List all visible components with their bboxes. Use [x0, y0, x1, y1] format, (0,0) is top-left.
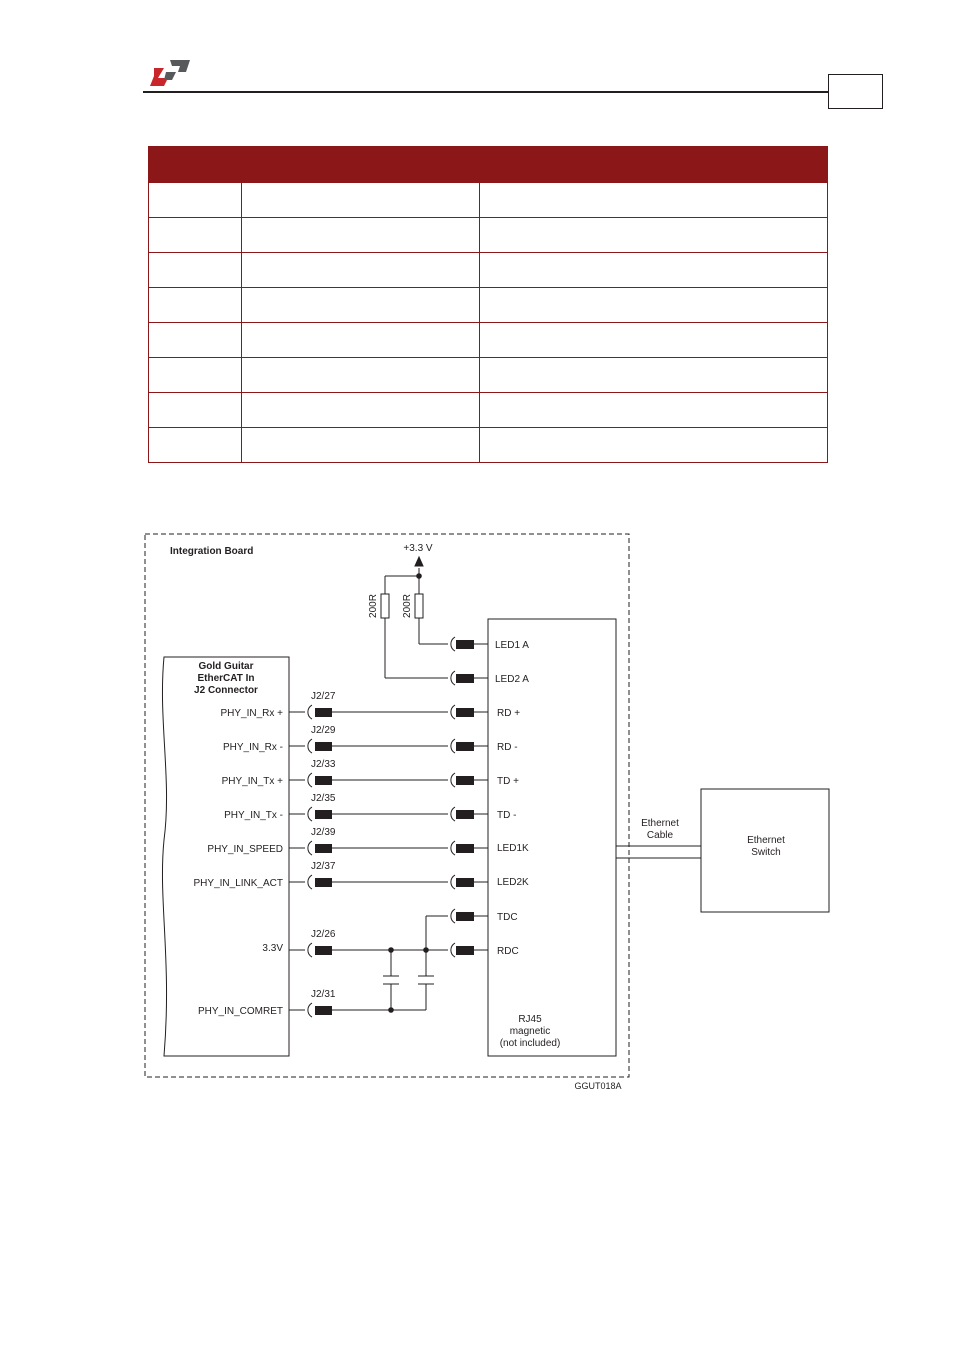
pin-label: J2/27: [311, 691, 336, 702]
rj45-label: RJ45: [518, 1014, 542, 1025]
signal-name: PHY_IN_LINK_ACT: [193, 878, 283, 889]
signal-name: PHY_IN_SPEED: [207, 844, 283, 855]
rj45-pin-label: LED2K: [497, 877, 529, 888]
resistor-r2-label: 200R: [402, 594, 413, 618]
signal-name: PHY_IN_Tx +: [221, 776, 283, 787]
switch-label: Ethernet: [747, 835, 785, 846]
pin-contact-icon: [308, 1003, 312, 1017]
junction-dot: [388, 1007, 394, 1013]
connector-title: EtherCAT In: [197, 673, 255, 684]
switch-label: Switch: [751, 847, 781, 858]
comret-name: PHY_IN_COMRET: [197, 1006, 283, 1017]
connector-title: Gold Guitar: [198, 661, 254, 672]
pin-label: J2/29: [311, 725, 336, 736]
rj45-pin-label: TDC: [497, 912, 518, 923]
cable-label: Ethernet: [641, 818, 679, 829]
supply-arrow: [415, 557, 423, 566]
pin-contact-icon: [308, 705, 312, 719]
rj45-label: (not included): [499, 1038, 561, 1049]
rj45-pin-label: RD -: [497, 742, 518, 753]
rj45-pin-label: LED1K: [497, 843, 529, 854]
rj45-pin-label: RDC: [497, 946, 519, 957]
signal-name: PHY_IN_Rx +: [220, 708, 283, 719]
signal-name: PHY_IN_Rx -: [222, 742, 283, 753]
pin-label: J2/35: [311, 793, 336, 804]
resistor-r1-label: 200R: [368, 594, 379, 618]
pin-label: J2/39: [311, 827, 336, 838]
junction-dot: [388, 947, 394, 953]
signal-name: PHY_IN_Tx -: [224, 810, 283, 821]
integration-board-frame: [145, 534, 629, 1077]
resistor-r1: [381, 594, 389, 618]
pin-contact-icon: [308, 875, 312, 889]
junction-dot: [423, 947, 429, 953]
pin-label: J2/37: [311, 861, 336, 872]
connector-title: J2 Connector: [194, 685, 258, 696]
pin-label: J2/31: [311, 989, 336, 1000]
rj45-pin-label: RD +: [497, 708, 521, 719]
pin-contact-icon: [308, 739, 312, 753]
rj45-pin-label: LED1 A: [495, 640, 529, 651]
pin-contact-icon: [308, 943, 312, 957]
rj45-pin-label: TD -: [497, 810, 517, 821]
rj45-pin-label: LED2 A: [495, 674, 529, 685]
rj45-label: magnetic: [509, 1026, 551, 1037]
rj45-pin-label: TD +: [497, 776, 519, 787]
power-name: 3.3V: [262, 943, 283, 954]
pin-label: J2/33: [311, 759, 336, 770]
cable-label: Cable: [646, 830, 674, 841]
junction-dot: [416, 573, 422, 579]
supply-label: +3.3 V: [403, 543, 433, 554]
pin-label: J2/26: [311, 929, 336, 940]
pin-contact-icon: [308, 841, 312, 855]
pin-contact-icon: [308, 807, 312, 821]
figure-code: GGUT018A: [574, 1081, 622, 1091]
pin-contact-icon: [308, 773, 312, 787]
resistor-r2: [415, 594, 423, 618]
board-title: Integration Board: [170, 546, 254, 557]
